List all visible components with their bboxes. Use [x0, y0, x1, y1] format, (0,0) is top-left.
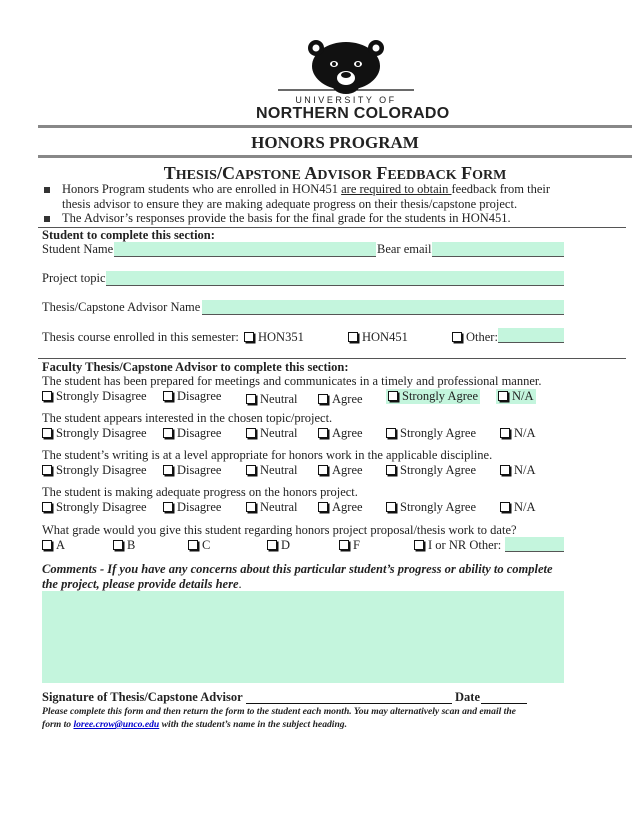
- grade-label: C: [202, 538, 211, 552]
- q1-strongly-agree[interactable]: [386, 389, 480, 404]
- bullet-marker: [44, 216, 50, 222]
- question-1: The student has been prepared for meetings and communicates in a timely and professional manner.: [42, 374, 542, 388]
- comments-field[interactable]: [42, 591, 564, 683]
- option-label: Neutral: [260, 463, 298, 477]
- bullet-1-text-underlined: are required to obtain: [341, 182, 452, 196]
- q3-neutral[interactable]: [246, 463, 297, 478]
- grade-label: B: [127, 538, 136, 552]
- grade-b[interactable]: [113, 538, 135, 553]
- checkbox-icon[interactable]: [318, 428, 328, 438]
- signature-label: Signature of Thesis/Capstone Advisor: [42, 690, 243, 704]
- course-other-field[interactable]: [498, 328, 564, 343]
- checkbox-icon[interactable]: [386, 428, 396, 438]
- title-apstone: APSTONE: [234, 168, 301, 183]
- checkbox-icon[interactable]: [414, 540, 424, 550]
- checkbox-icon[interactable]: [267, 540, 277, 550]
- bullet-1-text-b: feedback from their: [451, 182, 551, 196]
- q1-neutral[interactable]: [246, 392, 297, 407]
- course-label: Thesis course enrolled in this semester:: [42, 330, 239, 344]
- grade-other[interactable]: [414, 538, 501, 553]
- q2-agree[interactable]: [318, 426, 363, 441]
- question-3: The student’s writing is at a level appropriate for honors work in the applicable discipline.: [42, 448, 493, 462]
- option-label: Neutral: [260, 426, 298, 440]
- checkbox-icon[interactable]: [498, 391, 508, 401]
- q4-strongly-disagree[interactable]: [42, 500, 147, 515]
- signature-line[interactable]: [246, 703, 452, 704]
- q3-disagree[interactable]: [163, 463, 221, 478]
- bear-email-field[interactable]: [432, 242, 564, 257]
- course-hon451-label: HON451: [362, 330, 408, 344]
- checkbox-icon[interactable]: [339, 540, 349, 550]
- checkbox-icon[interactable]: [113, 540, 123, 550]
- q1-strongly-disagree[interactable]: [42, 389, 147, 404]
- checkbox-icon[interactable]: [42, 502, 52, 512]
- date-label: Date: [455, 690, 480, 704]
- option-label: Disagree: [177, 426, 222, 440]
- option-label: Strongly Agree: [402, 389, 479, 403]
- checkbox-icon[interactable]: [318, 394, 328, 404]
- project-topic-label: Project topic: [42, 271, 106, 285]
- q3-na[interactable]: [500, 463, 536, 478]
- course-hon351-option[interactable]: [244, 330, 304, 345]
- option-label: N/A: [514, 463, 536, 477]
- comments-line-2-text: the project, please provide details here: [42, 577, 239, 591]
- option-label: Strongly Agree: [400, 500, 477, 514]
- checkbox-icon[interactable]: [500, 465, 510, 475]
- comments-line-2: [42, 577, 242, 592]
- bullet-1-line-1: [62, 182, 550, 197]
- comments-line-1: Comments - If you have any concerns about this particular student’s progress or ability to complete: [42, 562, 553, 576]
- option-label: Neutral: [260, 392, 298, 406]
- option-label: Agree: [332, 500, 363, 514]
- title-eedback: EEDBACK: [387, 168, 457, 183]
- q2-neutral[interactable]: [246, 426, 297, 441]
- bullet-2: The Advisor’s responses provide the basis for the final grade for the students in HON451.: [62, 211, 511, 225]
- title-dvisor: DVISOR: [317, 168, 372, 183]
- option-label: Strongly Disagree: [56, 389, 147, 403]
- logo-line-2: NORTHERN COLORADO: [256, 105, 450, 122]
- q3-agree[interactable]: [318, 463, 363, 478]
- course-hon351-label: HON351: [258, 330, 304, 344]
- option-label: Strongly Disagree: [56, 463, 147, 477]
- q1-na[interactable]: [496, 389, 536, 404]
- q3-strongly-agree[interactable]: [386, 463, 476, 478]
- q4-na[interactable]: [500, 500, 536, 515]
- option-label: N/A: [512, 389, 534, 403]
- bullet-marker: [44, 187, 50, 193]
- q4-disagree[interactable]: [163, 500, 221, 515]
- checkbox-icon[interactable]: [42, 465, 52, 475]
- option-label: Strongly Disagree: [56, 426, 147, 440]
- option-label: Strongly Agree: [400, 426, 477, 440]
- logo-line-1: UNIVERSITY OF: [295, 95, 397, 105]
- checkbox-icon[interactable]: [163, 391, 173, 401]
- q2-strongly-disagree[interactable]: [42, 426, 147, 441]
- option-label: N/A: [514, 426, 536, 440]
- grade-d[interactable]: [267, 538, 290, 553]
- checkbox-icon[interactable]: [163, 428, 173, 438]
- email-link[interactable]: loree.crow@unco.edu: [73, 719, 160, 730]
- checkbox-icon[interactable]: [42, 391, 52, 401]
- student-name-label: Student Name: [42, 242, 114, 256]
- checkbox-icon[interactable]: [386, 465, 396, 475]
- checkbox-icon[interactable]: [244, 332, 254, 342]
- checkbox-icon[interactable]: [246, 428, 256, 438]
- grade-question: What grade would you give this student regarding honors project proposal/thesis work to date?: [42, 523, 517, 537]
- footer-line-1: Please complete this form and then return the form to the student each month. You may alternatively scan and email the: [42, 706, 516, 717]
- grade-label: D: [281, 538, 291, 552]
- checkbox-icon[interactable]: [500, 502, 510, 512]
- checkbox-icon[interactable]: [452, 332, 462, 342]
- option-label: N/A: [514, 500, 536, 514]
- option-label: Disagree: [177, 463, 222, 477]
- footer-pre: form to: [42, 719, 74, 730]
- checkbox-icon[interactable]: [318, 465, 328, 475]
- footer-post: with the student’s name in the subject heading.: [159, 719, 347, 730]
- title-f2: F: [461, 163, 473, 183]
- checkbox-icon[interactable]: [500, 428, 510, 438]
- student-name-field[interactable]: [114, 242, 376, 257]
- checkbox-icon[interactable]: [318, 502, 328, 512]
- checkbox-icon[interactable]: [246, 502, 256, 512]
- header-rule-top: [38, 125, 632, 128]
- grade-other-field[interactable]: [505, 537, 564, 552]
- title-orm: ORM: [472, 168, 507, 183]
- option-label: Agree: [332, 392, 363, 406]
- title-c: C: [221, 163, 235, 183]
- title-f: F: [376, 163, 388, 183]
- option-label: Disagree: [177, 500, 222, 514]
- faculty-section-heading: Faculty Thesis/Capstone Advisor to complete this section:: [42, 360, 349, 374]
- grade-label: F: [353, 538, 360, 552]
- option-label: Agree: [332, 463, 363, 477]
- grade-label: I or NR Other:: [428, 538, 502, 552]
- q2-strongly-agree[interactable]: [386, 426, 476, 441]
- form-title: [38, 163, 632, 184]
- question-4: The student is making adequate progress on the honors project.: [42, 485, 358, 499]
- q4-neutral[interactable]: [246, 500, 297, 515]
- bullet-1-text-a: Honors Program students who are enrolled in HON451: [62, 182, 342, 196]
- q4-agree[interactable]: [318, 500, 363, 515]
- q1-agree[interactable]: [318, 392, 363, 407]
- grade-f[interactable]: [339, 538, 360, 553]
- date-line[interactable]: [481, 703, 527, 704]
- bear-email-label: Bear email: [377, 242, 432, 256]
- course-other-label: Other:: [466, 330, 498, 344]
- footer-line-2: [42, 719, 347, 730]
- course-other-option[interactable]: [452, 330, 498, 345]
- title-a: A: [304, 163, 318, 183]
- checkbox-icon[interactable]: [246, 394, 256, 404]
- option-label: Agree: [332, 426, 363, 440]
- checkbox-icon[interactable]: [42, 428, 52, 438]
- university-logo: [256, 40, 450, 122]
- q4-strongly-agree[interactable]: [386, 500, 476, 515]
- grade-c[interactable]: [188, 538, 210, 553]
- checkbox-icon[interactable]: [386, 502, 396, 512]
- course-hon451-option[interactable]: [348, 330, 408, 345]
- advisor-name-field[interactable]: [202, 300, 564, 315]
- option-label: Strongly Disagree: [56, 500, 147, 514]
- comments-period: .: [238, 577, 242, 591]
- grade-label: A: [56, 538, 66, 552]
- q3-strongly-disagree[interactable]: [42, 463, 147, 478]
- option-label: Neutral: [260, 500, 298, 514]
- checkbox-icon[interactable]: [188, 540, 198, 550]
- checkbox-icon[interactable]: [246, 465, 256, 475]
- q2-disagree[interactable]: [163, 426, 221, 441]
- bear-head-icon: [266, 40, 426, 96]
- q1-disagree[interactable]: [163, 389, 221, 404]
- bullet-1-line-2: thesis advisor to ensure they are making adequate progress on their thesis/capstone project.: [62, 197, 518, 211]
- header-rule-bottom: [38, 155, 632, 158]
- project-topic-field[interactable]: [106, 271, 564, 286]
- advisor-name-label: Thesis/Capstone Advisor Name: [42, 300, 201, 314]
- title-hesis: HESIS: [175, 168, 217, 183]
- program-title: HONORS PROGRAM: [251, 133, 419, 152]
- grade-a[interactable]: [42, 538, 65, 553]
- q2-na[interactable]: [500, 426, 536, 441]
- title-t: T: [163, 163, 176, 183]
- divider: [38, 358, 626, 359]
- question-2: The student appears interested in the chosen topic/project.: [42, 411, 333, 425]
- checkbox-icon[interactable]: [163, 502, 173, 512]
- checkbox-icon[interactable]: [42, 540, 52, 550]
- student-section-heading: Student to complete this section:: [42, 228, 215, 242]
- checkbox-icon[interactable]: [348, 332, 358, 342]
- title-slash: /: [216, 163, 222, 183]
- option-label: Strongly Agree: [400, 463, 477, 477]
- option-label: Disagree: [177, 389, 222, 403]
- checkbox-icon[interactable]: [388, 391, 398, 401]
- checkbox-icon[interactable]: [163, 465, 173, 475]
